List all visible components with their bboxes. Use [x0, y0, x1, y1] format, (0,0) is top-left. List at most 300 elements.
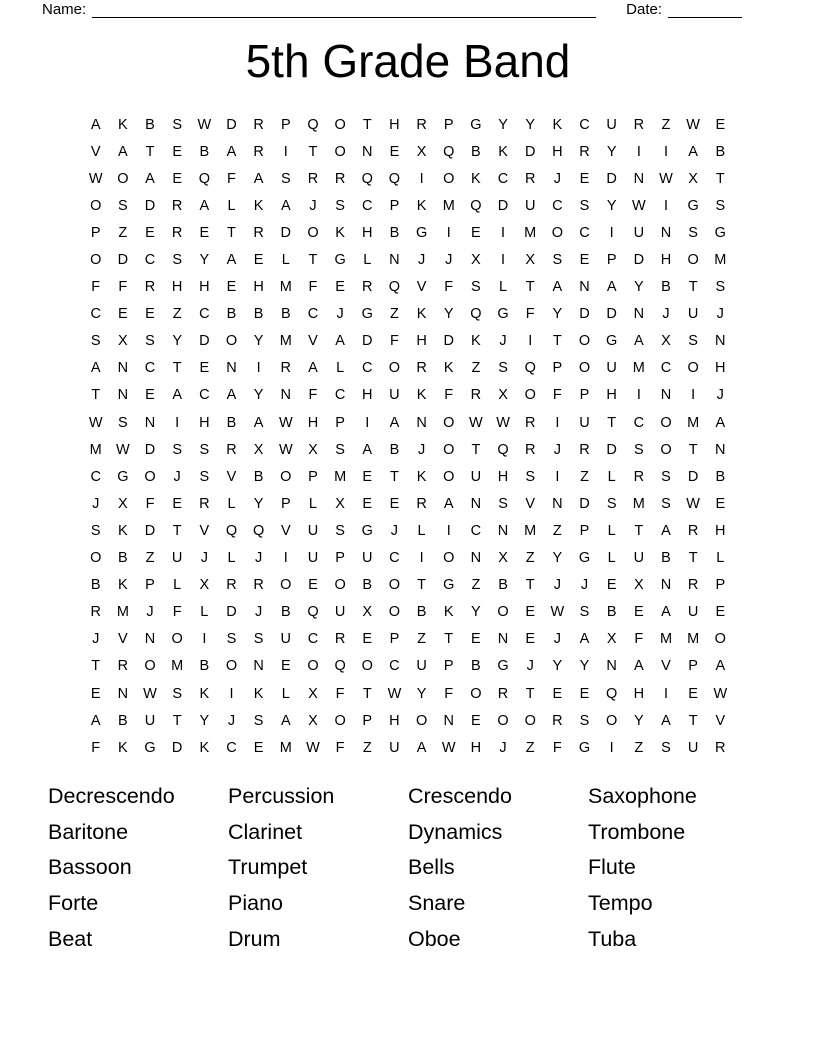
grid-letter: O	[443, 441, 455, 458]
grid-letter: Q	[524, 360, 536, 377]
grid-letter: B	[253, 468, 264, 485]
grid-letter: W	[496, 414, 510, 431]
grid-letter: E	[253, 252, 264, 269]
word-list-item: Oboe	[408, 926, 461, 951]
grid-letter: O	[415, 712, 428, 729]
grid-letter: A	[90, 712, 101, 729]
grid-row	[82, 409, 734, 436]
grid-letter: J	[526, 658, 534, 675]
grid-letter: O	[687, 360, 699, 377]
grid-letter: T	[362, 685, 372, 702]
grid-letter: G	[361, 306, 373, 323]
grid-letter: D	[117, 252, 129, 269]
grid-letter: T	[715, 170, 725, 187]
grid-letter: N	[389, 252, 400, 269]
grid-letter: I	[555, 414, 560, 431]
grid-letter: T	[172, 712, 182, 729]
grid-letter: A	[253, 414, 264, 431]
grid-letter: T	[227, 224, 236, 241]
grid-letter: C	[307, 306, 319, 323]
grid-letter: S	[172, 252, 182, 269]
grid-letter: Z	[525, 550, 535, 567]
grid-letter: E	[715, 495, 726, 512]
grid-letter: K	[416, 197, 427, 214]
grid-letter: E	[335, 279, 345, 296]
grid-letter: S	[606, 495, 617, 512]
grid-letter: E	[172, 143, 182, 160]
grid-letter: G	[606, 333, 618, 350]
grid-letter: O	[524, 387, 536, 404]
grid-letter: E	[471, 224, 481, 241]
grid-letter: H	[253, 279, 264, 296]
grid-letter: E	[552, 685, 563, 702]
grid-letter: A	[172, 387, 182, 404]
grid-letter: Q	[388, 279, 401, 296]
grid-letter: I	[663, 197, 668, 214]
grid-letter: E	[172, 495, 182, 512]
grid-letter: W	[469, 414, 483, 431]
grid-letter: E	[715, 604, 726, 621]
grid-letter: X	[633, 577, 644, 594]
grid-letter: S	[199, 441, 210, 458]
grid-letter: B	[606, 604, 617, 621]
grid-letter: Z	[661, 116, 671, 133]
grid-letter: C	[90, 468, 101, 485]
grid-letter: K	[335, 224, 345, 241]
grid-letter: Y	[552, 306, 563, 323]
grid-letter: Q	[225, 522, 238, 539]
grid-letter: N	[715, 333, 726, 350]
grid-letter: D	[362, 333, 373, 350]
grid-letter: R	[171, 224, 183, 241]
grid-letter: P	[552, 360, 563, 377]
grid-letter: W	[387, 685, 402, 702]
grid-letter: R	[334, 170, 346, 187]
grid-letter: Y	[633, 712, 644, 729]
grid-letter: A	[90, 116, 101, 133]
grid-letter: W	[197, 116, 212, 133]
grid-letter: M	[279, 739, 292, 756]
grid-letter: B	[498, 577, 508, 594]
grid-letter: R	[633, 468, 645, 485]
grid-letter: F	[335, 685, 345, 702]
grid-letter: D	[633, 252, 645, 269]
grid-letter: S	[633, 441, 644, 458]
grid-letter: S	[172, 441, 182, 458]
grid-letter: O	[470, 685, 482, 702]
grid-letter: G	[578, 739, 591, 756]
grid-letter: J	[255, 550, 263, 567]
grid-letter: B	[715, 143, 726, 160]
grid-letter: H	[389, 712, 400, 729]
grid-letter: L	[607, 468, 616, 485]
grid-row	[82, 192, 734, 219]
grid-letter: G	[470, 116, 482, 133]
grid-letter: Q	[253, 522, 265, 539]
grid-letter: N	[416, 414, 427, 431]
grid-letter: R	[687, 577, 699, 594]
grid-letter: R	[416, 495, 427, 512]
grid-letter: K	[199, 739, 210, 756]
grid-letter: J	[580, 577, 589, 594]
grid-letter: B	[118, 712, 128, 729]
grid-letter: X	[118, 495, 128, 512]
grid-letter: Q	[307, 604, 319, 621]
grid-letter: F	[335, 739, 345, 756]
grid-letter: B	[118, 550, 128, 567]
grid-letter: B	[280, 306, 291, 323]
grid-letter: B	[253, 306, 264, 323]
grid-letter: G	[687, 197, 699, 214]
grid-letter: I	[283, 550, 288, 567]
grid-letter: T	[308, 143, 318, 160]
grid-letter: O	[90, 550, 102, 567]
grid-letter: F	[634, 631, 644, 648]
grid-letter: I	[609, 739, 614, 756]
grid-row	[82, 138, 734, 165]
grid-letter: O	[497, 604, 509, 621]
grid-letter: N	[715, 441, 726, 458]
grid-letter: E	[145, 387, 155, 404]
grid-row	[82, 490, 734, 517]
grid-letter: U	[633, 550, 645, 567]
grid-letter: X	[199, 577, 210, 594]
grid-letter: H	[552, 143, 563, 160]
grid-letter: L	[227, 495, 236, 512]
grid-letter: E	[199, 360, 210, 377]
grid-letter: P	[688, 658, 698, 675]
grid-letter: U	[606, 360, 617, 377]
grid-letter: D	[606, 306, 617, 323]
grid-letter: A	[661, 712, 671, 729]
grid-letter: T	[172, 360, 182, 377]
grid-letter: E	[362, 495, 373, 512]
word-list-item: Baritone	[48, 819, 129, 844]
grid-letter: O	[225, 333, 238, 350]
grid-letter: I	[446, 522, 451, 539]
grid-letter: M	[632, 495, 645, 512]
grid-letter: Z	[471, 360, 481, 377]
word-list-item: Trombone	[588, 819, 686, 844]
grid-letter: J	[417, 252, 426, 269]
grid-letter: U	[307, 522, 319, 539]
grid-letter: K	[416, 306, 427, 323]
grid-letter: T	[688, 550, 698, 567]
grid-letter: O	[334, 143, 346, 160]
grid-letter: M	[659, 631, 673, 648]
letter-grid	[82, 111, 734, 761]
grid-letter: C	[362, 197, 373, 214]
grid-letter: N	[226, 360, 237, 377]
grid-letter: W	[686, 495, 700, 512]
grid-letter: C	[199, 387, 210, 404]
date-label: Date:	[626, 1, 662, 18]
grid-letter: O	[361, 658, 373, 675]
page-title: 5th Grade Band	[245, 35, 571, 87]
grid-row	[82, 626, 734, 653]
grid-letter: J	[309, 197, 317, 214]
grid-letter: N	[497, 631, 509, 648]
grid-letter: G	[443, 577, 455, 594]
grid-letter: G	[497, 306, 509, 323]
grid-letter: N	[552, 495, 563, 512]
grid-letter: X	[498, 550, 508, 567]
grid-letter: E	[579, 170, 590, 187]
grid-letter: J	[445, 252, 453, 269]
grid-letter: R	[579, 441, 590, 458]
grid-letter: N	[253, 658, 264, 675]
grid-letter: F	[444, 279, 454, 296]
grid-letter: Q	[388, 170, 401, 187]
grid-letter: H	[362, 224, 373, 241]
grid-letter: N	[606, 658, 617, 675]
grid-letter: Y	[498, 116, 508, 133]
grid-letter: R	[253, 224, 264, 241]
grid-letter: K	[416, 468, 427, 485]
grid-letter: W	[88, 414, 103, 431]
grid-letter: A	[199, 197, 210, 214]
grid-letter: A	[226, 387, 237, 404]
word-list-item: Snare	[408, 891, 466, 916]
grid-letter: I	[636, 143, 641, 160]
grid-letter: R	[144, 279, 156, 296]
grid-letter: R	[253, 143, 264, 160]
grid-letter: Y	[633, 279, 644, 296]
grid-letter: T	[525, 279, 535, 296]
grid-letter: V	[525, 495, 536, 512]
grid-letter: P	[145, 577, 155, 594]
word-list-item: Decrescendo	[48, 784, 175, 808]
grid-letter: T	[552, 333, 562, 350]
grid-letter: U	[171, 550, 183, 567]
grid-letter: E	[471, 631, 481, 648]
grid-letter: O	[443, 170, 455, 187]
grid-letter: D	[443, 333, 454, 350]
grid-letter: R	[90, 604, 101, 621]
grid-letter: T	[525, 577, 535, 594]
word-list-column	[48, 779, 228, 958]
grid-letter: U	[687, 604, 699, 621]
grid-letter: E	[308, 577, 318, 594]
grid-letter: A	[633, 333, 644, 350]
grid-letter: J	[92, 631, 100, 648]
grid-row	[82, 707, 734, 734]
grid-letter: X	[416, 143, 427, 160]
grid-letter: E	[389, 143, 400, 160]
grid-letter: Y	[471, 604, 481, 621]
grid-letter: L	[227, 197, 236, 214]
grid-letter: R	[524, 441, 536, 458]
grid-letter: P	[715, 577, 726, 594]
grid-letter: E	[362, 631, 373, 648]
grid-row	[82, 355, 734, 382]
grid-letter: G	[578, 550, 591, 567]
grid-letter: S	[335, 197, 345, 214]
grid-letter: R	[280, 360, 292, 377]
grid-letter: Y	[253, 495, 264, 512]
grid-letter: Y	[552, 658, 563, 675]
grid-letter: K	[416, 387, 427, 404]
grid-letter: X	[362, 604, 373, 621]
grid-letter: T	[389, 468, 399, 485]
grid-letter: G	[497, 658, 509, 675]
grid-letter: T	[362, 116, 372, 133]
grid-row	[82, 111, 734, 138]
grid-letter: K	[118, 116, 128, 133]
grid-letter: S	[118, 414, 128, 431]
grid-letter: R	[334, 631, 346, 648]
grid-letter: G	[334, 252, 346, 269]
grid-letter: T	[91, 387, 101, 404]
grid-letter: V	[661, 658, 671, 675]
grid-letter: V	[199, 522, 210, 539]
grid-letter: B	[471, 143, 481, 160]
grid-letter: X	[661, 333, 671, 350]
grid-letter: A	[416, 739, 427, 756]
grid-letter: K	[199, 685, 210, 702]
grid-letter: V	[308, 333, 318, 350]
grid-letter: T	[308, 252, 318, 269]
grid-letter: B	[389, 441, 400, 458]
grid-letter: J	[336, 306, 344, 323]
grid-letter: Q	[470, 197, 482, 214]
grid-letter: A	[308, 360, 318, 377]
grid-letter: S	[579, 712, 590, 729]
grid-letter: E	[362, 468, 373, 485]
grid-letter: J	[255, 604, 263, 621]
grid-letter: C	[226, 739, 237, 756]
grid-letter: X	[308, 712, 318, 729]
grid-letter: R	[524, 170, 536, 187]
grid-letter: U	[416, 658, 427, 675]
grid-letter: Q	[198, 170, 210, 187]
grid-letter: O	[225, 658, 238, 675]
grid-letter: B	[145, 116, 155, 133]
grid-letter: E	[90, 685, 101, 702]
grid-letter: N	[579, 279, 590, 296]
grid-letter: S	[661, 468, 671, 485]
grid-letter: R	[497, 685, 509, 702]
grid-letter: T	[444, 631, 454, 648]
grid-letter: H	[416, 333, 427, 350]
grid-letter: T	[607, 414, 617, 431]
word-list-item: Trumpet	[228, 855, 308, 880]
grid-letter: C	[579, 116, 590, 133]
grid-letter: P	[443, 658, 454, 675]
grid-letter: H	[199, 414, 210, 431]
grid-letter: T	[172, 522, 182, 539]
grid-letter: A	[253, 170, 264, 187]
grid-letter: T	[688, 441, 698, 458]
grid-letter: X	[498, 387, 508, 404]
grid-letter: L	[281, 252, 290, 269]
grid-letter: B	[199, 143, 210, 160]
grid-letter: O	[144, 468, 156, 485]
grid-letter: F	[308, 387, 318, 404]
grid-letter: L	[173, 577, 182, 594]
grid-letter: J	[553, 631, 561, 648]
grid-letter: W	[88, 170, 103, 187]
grid-letter: D	[606, 170, 617, 187]
grid-letter: F	[444, 685, 454, 702]
grid-row	[82, 382, 734, 409]
grid-letter: K	[253, 685, 264, 702]
grid-letter: S	[661, 739, 671, 756]
grid-letter: Y	[172, 333, 182, 350]
grid-letter: T	[688, 279, 698, 296]
grid-letter: U	[687, 306, 699, 323]
grid-letter: I	[202, 631, 207, 648]
grid-letter: A	[145, 170, 155, 187]
grid-letter: B	[661, 279, 671, 296]
grid-letter: B	[226, 414, 237, 431]
grid-letter: K	[552, 116, 563, 133]
grid-letter: J	[662, 306, 670, 323]
grid-letter: L	[200, 604, 209, 621]
grid-letter: R	[416, 360, 427, 377]
grid-letter: T	[91, 658, 101, 675]
grid-letter: F	[227, 170, 236, 187]
grid-letter: V	[226, 468, 237, 485]
grid-letter: S	[118, 197, 128, 214]
grid-letter: I	[446, 224, 451, 241]
word-list-item: Crescendo	[408, 784, 512, 808]
grid-row	[82, 436, 734, 463]
grid-letter: O	[171, 631, 183, 648]
grid-letter: E	[118, 306, 128, 323]
grid-letter: R	[117, 658, 129, 675]
grid-letter: B	[471, 658, 481, 675]
grid-row	[82, 274, 734, 301]
grid-letter: N	[144, 631, 156, 648]
grid-letter: I	[365, 414, 370, 431]
grid-letter: R	[687, 522, 699, 539]
grid-letter: A	[715, 414, 726, 431]
grid-letter: E	[688, 685, 698, 702]
grid-letter: C	[552, 197, 563, 214]
grid-letter: R	[253, 577, 264, 594]
grid-letter: I	[229, 685, 234, 702]
grid-letter: T	[417, 577, 426, 594]
grid-letter: N	[470, 550, 482, 567]
grid-letter: J	[200, 550, 208, 567]
grid-letter: N	[117, 685, 129, 702]
grid-letter: N	[280, 387, 292, 404]
word-list-item: Clarinet	[228, 819, 303, 844]
grid-letter: V	[280, 522, 291, 539]
grid-letter: I	[528, 333, 533, 350]
grid-letter: Y	[606, 143, 617, 160]
grid-letter: B	[389, 224, 400, 241]
grid-letter: S	[579, 197, 590, 214]
grid-letter: X	[308, 685, 318, 702]
grid-letter: A	[443, 495, 454, 512]
grid-letter: E	[145, 306, 155, 323]
grid-letter: O	[388, 604, 401, 621]
grid-letter: T	[634, 522, 644, 539]
grid-letter: S	[688, 224, 698, 241]
header-row	[42, 1, 742, 18]
grid-letter: L	[607, 550, 616, 567]
grid-letter: C	[470, 522, 482, 539]
word-list-column	[588, 779, 768, 958]
grid-letter: O	[524, 712, 536, 729]
grid-letter: L	[227, 550, 236, 567]
grid-letter: N	[117, 360, 129, 377]
grid-letter: P	[389, 631, 400, 648]
grid-letter: C	[389, 550, 400, 567]
grid-letter: X	[118, 333, 128, 350]
